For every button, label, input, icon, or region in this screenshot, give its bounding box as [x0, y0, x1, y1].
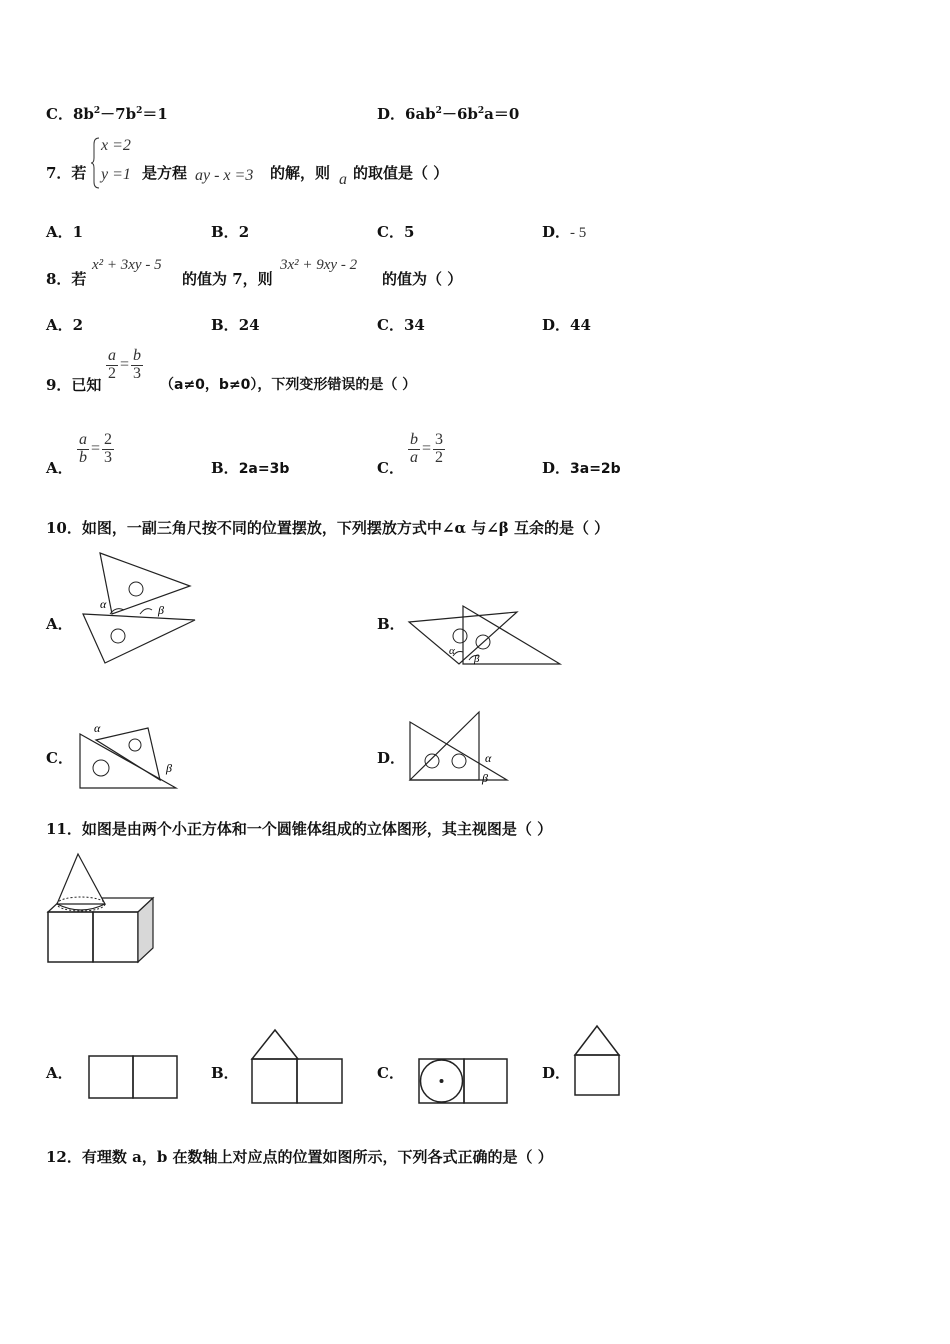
q9-option-c-equation: $\frac{b}{a}$ = $\frac{3}{2}$	[410, 431, 444, 466]
q10-option-b-label: B．	[377, 615, 405, 633]
q7-number: 7．若	[46, 164, 87, 182]
q8-option-c: C．34	[377, 316, 425, 334]
q6-option-c: C．$8b^2-7b^2=1$	[46, 105, 168, 123]
q11-option-c-figure	[418, 1058, 510, 1106]
q9-option-a-equation: $\frac{a}{b}$ = $\frac{2}{3}$	[79, 431, 113, 466]
q7-variable: a	[339, 171, 347, 188]
q7-system-eq1: x =2	[101, 137, 131, 154]
q8-option-d: D．44	[542, 316, 591, 334]
q8-text-2: 的值为（ ）	[382, 270, 463, 288]
q12-question: 12．有理数 a，b 在数轴上对应点的位置如图所示，下列各式正确的是（ ）	[46, 1148, 553, 1166]
q10-question: 10．如图，一副三角尺按不同的位置摆放，下列摆放方式中∠α 与∠β 互余的是（ ）	[46, 519, 610, 537]
q9-option-b: B．2a=3b	[211, 459, 290, 477]
q6-option-d: D．$6ab^2-6b^2a=0$	[377, 105, 520, 123]
q10-figure-d	[407, 710, 517, 790]
q7-text-1: 是方程	[142, 164, 188, 182]
q8-expression-2: 3x² + 9xy - 2	[280, 257, 358, 273]
q11-solid-figure	[45, 850, 160, 968]
q10-figure-a	[80, 548, 200, 666]
q10-c-beta: β	[166, 761, 172, 775]
q8-number: 8．若	[46, 270, 87, 288]
q7-option-b: B．2	[211, 223, 250, 241]
q11-option-a-figure	[88, 1055, 180, 1101]
q11-option-b-label: B．	[211, 1064, 239, 1082]
q8-text-1: 的值为 7，则	[182, 270, 273, 288]
q11-option-c-label: C．	[377, 1064, 404, 1082]
q9-condition: （a≠0，b≠0），下列变形错误的是（ ）	[160, 377, 417, 393]
q11-option-d-figure	[573, 1024, 623, 1098]
q10-figure-c	[78, 720, 188, 792]
q9-number: 9．已知	[46, 376, 102, 394]
q10-option-d-label: D．	[377, 749, 406, 767]
q10-figure-b	[405, 600, 565, 670]
q7-option-c: C．5	[377, 223, 415, 241]
q10-option-c-label: C．	[46, 749, 73, 767]
q10-b-alpha: α	[449, 645, 455, 657]
q7-equation: ay - x =3	[195, 167, 254, 184]
q7-text-2: 的解，则	[270, 164, 331, 182]
q10-d-alpha: α	[485, 751, 492, 765]
q10-a-alpha: α	[100, 597, 107, 611]
q11-question: 11．如图是由两个小正方体和一个圆锥体组成的立体图形，其主视图是（ ）	[46, 820, 553, 838]
q8-expression-1: x² + 3xy - 5	[92, 257, 162, 273]
q10-option-a-label: A．	[46, 615, 73, 633]
q7-text-3: 的取值是（ ）	[353, 164, 449, 182]
q7-option-a: A．1	[46, 223, 84, 241]
q6-option-d-label: D．	[377, 105, 406, 123]
q9-option-c-label: C．	[377, 459, 404, 477]
q9-option-d: D．3a=2b	[542, 459, 621, 477]
q10-d-beta: β	[482, 771, 488, 785]
q10-b-beta: β	[474, 653, 480, 665]
q6-option-c-label: C．	[46, 105, 73, 123]
q11-option-b-figure	[250, 1028, 345, 1106]
q9-option-a-label: A．	[46, 459, 73, 477]
q9-given-equation: $\frac{a}{2}$ = $\frac{b}{3}$	[108, 347, 142, 382]
q7-option-d: D．- 5	[542, 223, 587, 241]
q7-system-eq2: y =1	[101, 166, 131, 183]
q10-a-beta: β	[158, 603, 164, 617]
q10-c-alpha: α	[94, 721, 101, 735]
q8-option-b: B．24	[211, 316, 260, 334]
q11-option-d-label: D．	[542, 1064, 571, 1082]
q8-option-a: A．2	[46, 316, 84, 334]
q11-option-a-label: A．	[46, 1064, 73, 1082]
